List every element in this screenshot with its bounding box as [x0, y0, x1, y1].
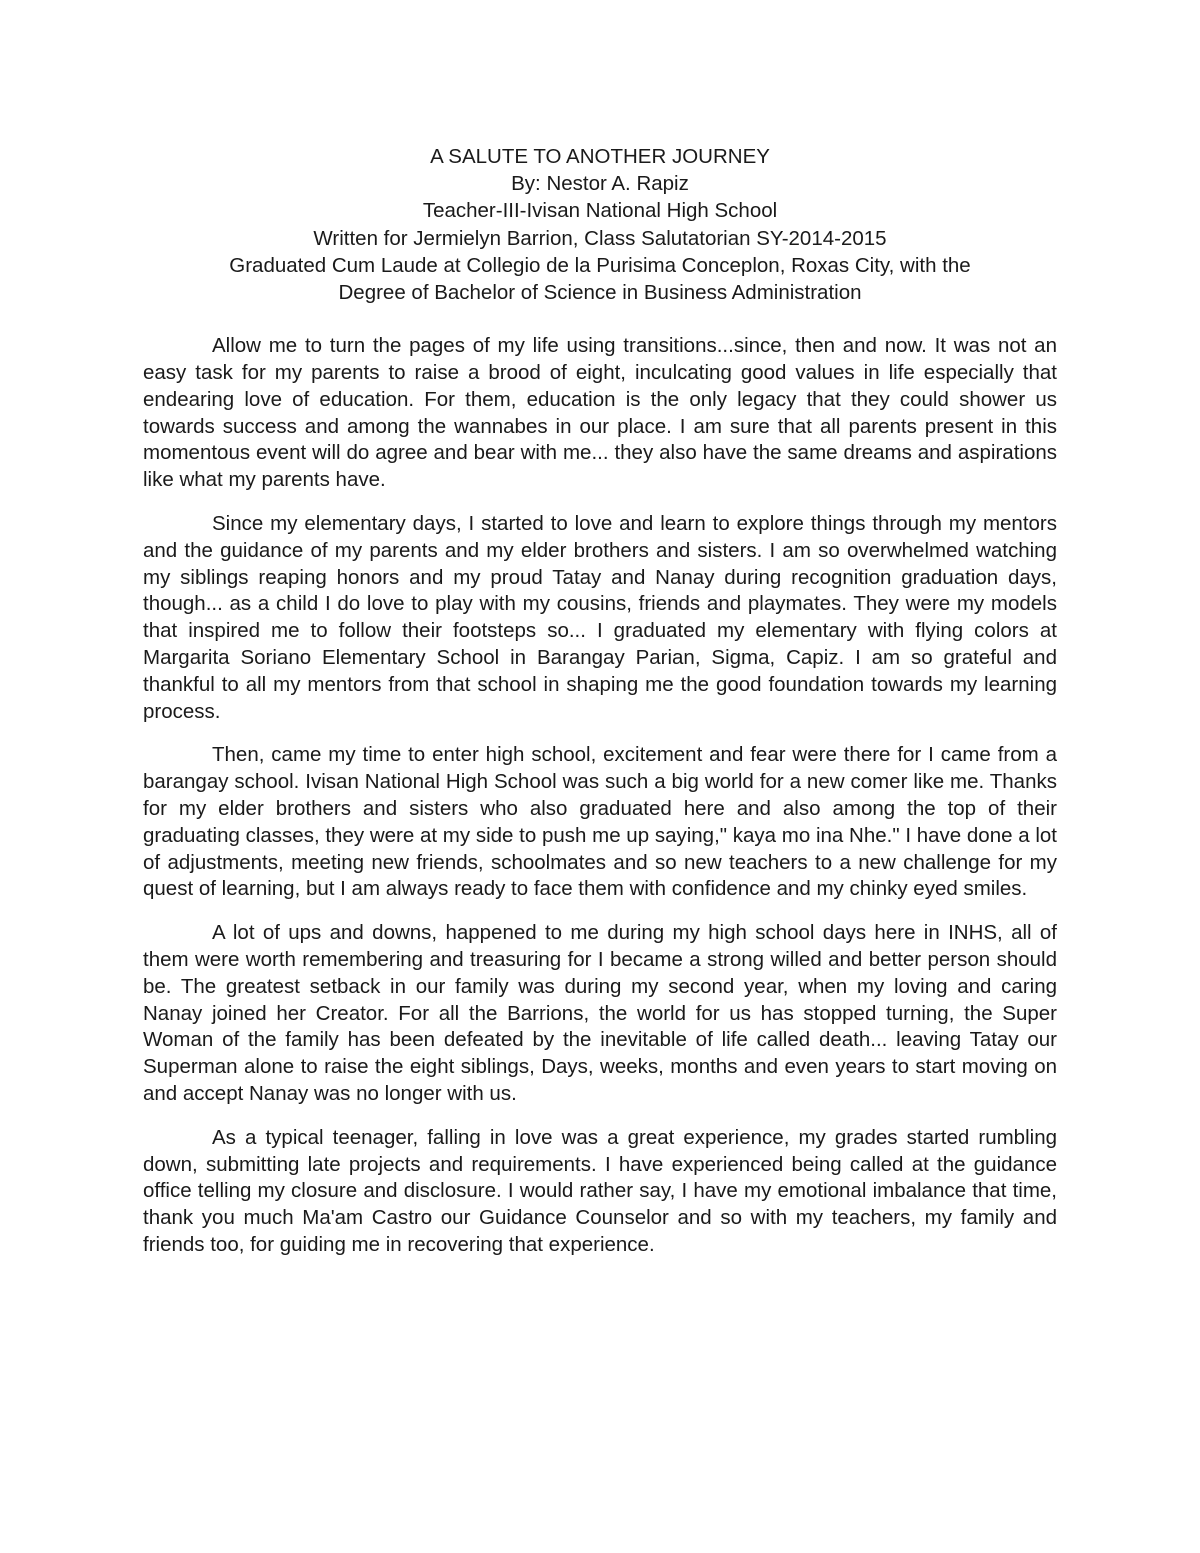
- dedication-line: Written for Jermielyn Barrion, Class Salutatorian SY-2014-2015: [313, 226, 887, 250]
- honor-line-1: Graduated Cum Laude at Collegio de la Purisima Conceplon, Roxas City, with the: [229, 253, 971, 277]
- honor-line-2: Degree of Bachelor of Science in Business Administration: [338, 281, 862, 305]
- paragraph-5: As a typical teenager, falling in love was a great experience, my grades started rumbling down, submitting late projects and requirements. I have experienced being called at the guidance office telling my closure and disclosure. I would rather say, I have my emotional imbalance that time, thank you much Ma'am Castro our Guidance Counselor and so with my teachers, my family and friends too, for guiding me in recovering that experience.: [143, 1125, 1057, 1256]
- author-position: Teacher-III-Ivisan National High School: [422, 199, 778, 223]
- paragraph-4: A lot of ups and downs, happened to me during my high school days here in INHS, all of them were worth remembering and treasuring for I became a strong willed and better person should be. The greatest setback in our family was during my second year, when my loving and caring Nanay joined her Creator. For all the Barrions, the world for us has stopped turning, the Super Woman of the family has been defeated by the inevitable of life called death... leaving Tatay our Superman alone to raise the eight siblings, Days, weeks, months and even years to start moving on and accept Nanay was no longer with us.: [143, 921, 1057, 1105]
- paragraph-2: Since my elementary days, I started to love and learn to explore things through my mentors and the guidance of my parents and my elder brothers and sisters. I am so overwhelmed watching my siblings reaping honors and my proud Tatay and Nanay during recognition graduation days, though... as a child I do love to play with my cousins, friends and playmates. They were my models that inspired me to follow their footsteps so... I graduated my elementary with flying colors at Margarita Soriano Elementary School in Barangay Parian, Sigma, Capiz. I am so grateful and thankful to all my mentors from that school in shaping me the good foundation towards my learning process.: [143, 512, 1057, 723]
- author-byline: By: Nestor A. Rapiz: [511, 172, 689, 196]
- document-header: [143, 143, 1057, 306]
- paragraph-3: Then, came my time to enter high school, excitement and fear were there for I came from a barangay school. Ivisan National High School was such a big world for a new comer like me. Thanks for my elder brothers and sisters who also graduated here and also among the top of their graduating classes, they were at my side to push me up saying," kaya mo ina Nhe." I have done a lot of adjustments, meeting new friends, schoolmates and so new teachers to a new challenge for my quest of learning, but I am always ready to face them with confidence and my chinky eyed smiles.: [143, 743, 1057, 901]
- document-title: A SALUTE TO ANOTHER JOURNEY: [430, 145, 770, 168]
- document-body: [143, 143, 1057, 1276]
- paragraph-1: Allow me to turn the pages of my life using transitions...since, then and now. It was not an easy task for my parents to raise a brood of eight, inculcating good values in life especially that endearing love of education. For them, education is the only legacy that they could shower us towards success and among the wannabes in our place. I am sure that all parents present in this momentous event will do agree and bear with me... they also have the same dreams and aspirations like what my parents have.: [143, 334, 1057, 492]
